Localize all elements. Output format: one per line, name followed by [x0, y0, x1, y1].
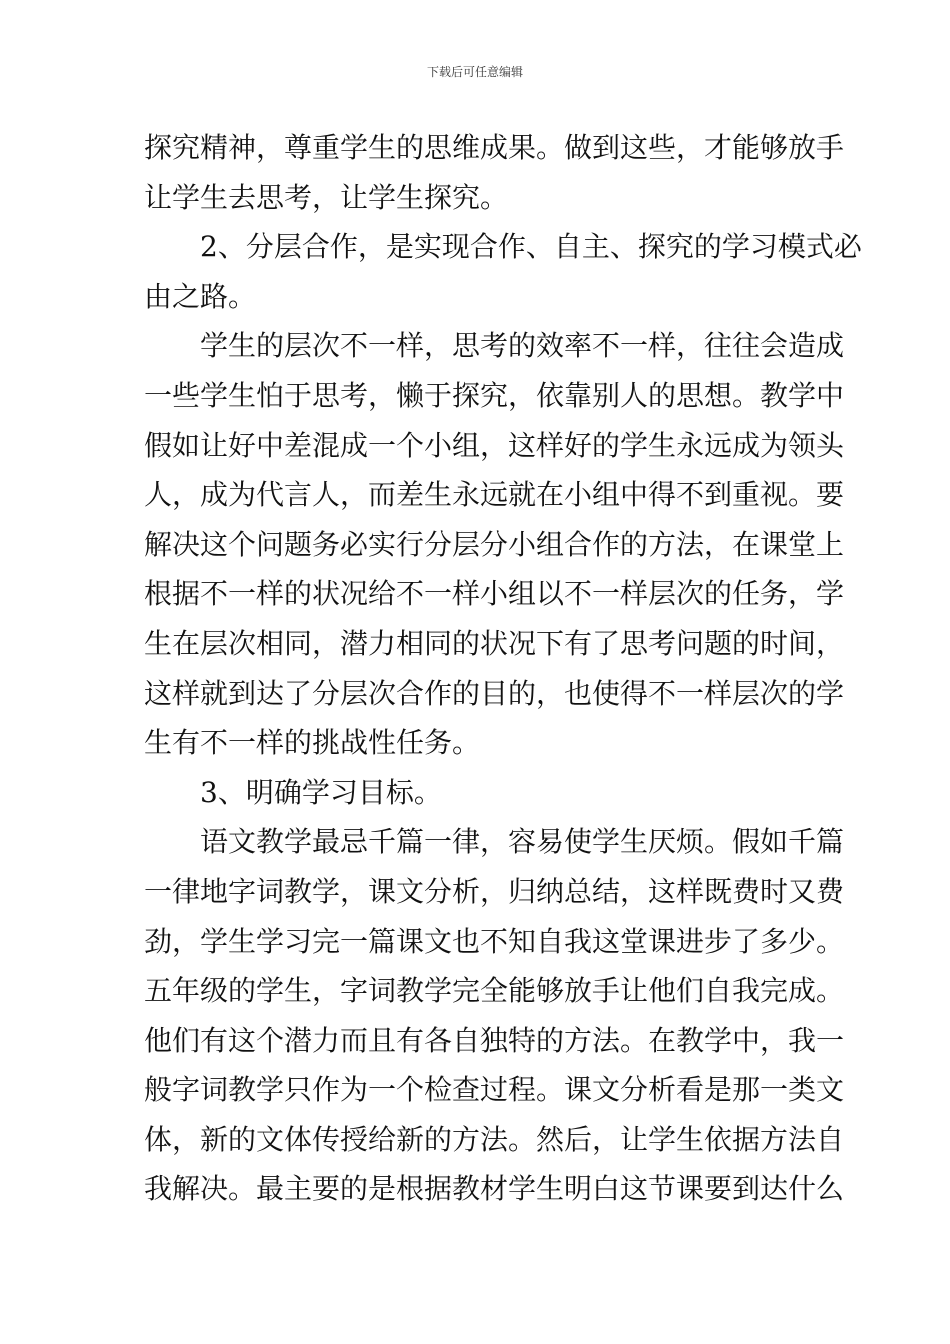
text-line: 般字词教学只作为一个检查过程。课文分析看是那一类文	[144, 1073, 845, 1107]
text-line: 根据不一样的状况给不一样小组以不一样层次的任务，学	[144, 577, 845, 611]
page-header: 下载后可任意编辑	[426, 65, 523, 79]
text-line: 生有不一样的挑战性任务。	[144, 726, 481, 760]
text-line: 五年级的学生，字词教学完全能够放手让他们自我完成。	[144, 974, 845, 1008]
document-body	[144, 123, 862, 1214]
text-line: 人，成为代言人，而差生永远就在小组中得不到重视。要	[144, 478, 845, 512]
text-line: 体，新的文体传授给新的方法。然后，让学生依据方法自	[144, 1122, 845, 1156]
text-line: 生在层次相同，潜力相同的状况下有了思考问题的时间，	[144, 626, 845, 660]
text-line: 劲，学生学习完一篇课文也不知自我这堂课进步了多少。	[144, 924, 845, 958]
text-line: 假如让好中差混成一个小组，这样好的学生永远成为领头	[144, 428, 845, 462]
text-line: 我解决。最主要的是根据教材学生明白这节课要到达什么	[144, 1172, 845, 1206]
text-line: 一律地字词教学，课文分析，归纳总结，这样既费时又费	[144, 874, 845, 908]
text-line: 探究精神，尊重学生的思维成果。做到这些，才能够放手	[144, 131, 845, 164]
paragraph-start: 学生的层次不一样，思考的效率不一样，往往会造成	[200, 329, 845, 363]
text-line: 让学生去思考，让学生探究。	[144, 180, 509, 214]
text-line: 一些学生怕于思考，懒于探究，依靠别人的思想。教学中	[144, 378, 845, 412]
section-heading: 2、分层合作，是实现合作、自主、探究的学习模式必	[200, 230, 862, 264]
section-heading: 3、明确学习目标。	[200, 775, 442, 809]
text-line: 由之路。	[144, 279, 257, 313]
paragraph-start: 语文教学最忌千篇一律，容易使学生厌烦。假如千篇	[200, 825, 845, 859]
text-line: 解决这个问题务必实行分层分小组合作的方法，在课堂上	[144, 527, 845, 561]
text-line: 他们有这个潜力而且有各自独特的方法。在教学中，我一	[144, 1023, 845, 1057]
text-line: 这样就到达了分层次合作的目的，也使得不一样层次的学	[144, 676, 845, 710]
